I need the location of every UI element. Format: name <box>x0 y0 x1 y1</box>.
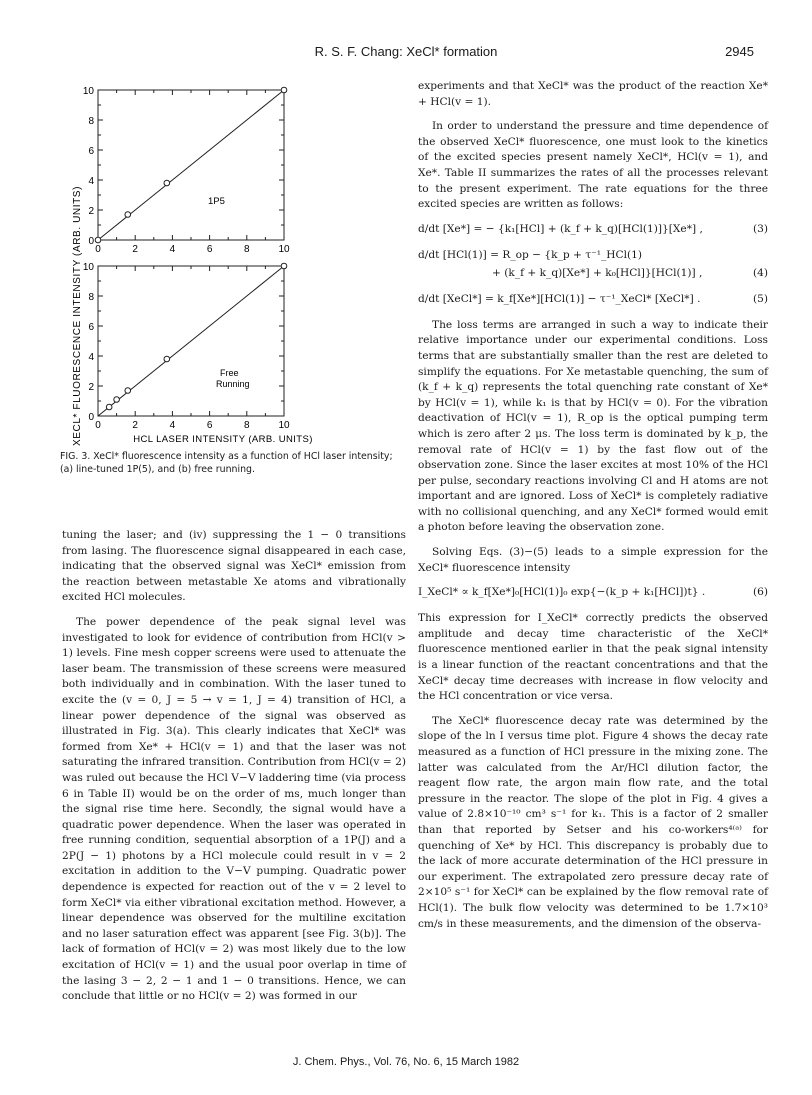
data-point <box>281 263 287 269</box>
equation-5 <box>418 292 768 318</box>
paragraph: experiments and that XeCl* was the product of the reaction Xe* + HCl(v = 1). <box>418 80 768 108</box>
y-tick-label: 6 <box>88 146 94 157</box>
x-tick-label: 2 <box>132 244 138 255</box>
data-point <box>95 237 101 243</box>
data-point <box>164 356 170 362</box>
x-tick-label: 10 <box>278 420 290 431</box>
x-tick-label: 8 <box>244 420 250 431</box>
fit-line <box>98 90 284 240</box>
page-number: 2945 <box>725 44 754 59</box>
y-tick-label: 8 <box>88 116 94 127</box>
data-point <box>106 404 112 410</box>
data-point <box>125 388 131 394</box>
equation-6 <box>418 585 768 611</box>
fit-line <box>98 266 284 416</box>
data-point <box>125 212 131 218</box>
y-tick-label: 10 <box>82 86 94 97</box>
journal-footer: J. Chem. Phys., Vol. 76, No. 6, 15 March 1982 <box>292 1056 520 1068</box>
figure-ylabel: XECL* FLUORESCENCE INTENSITY (ARB. UNITS) <box>72 185 83 447</box>
figure-caption: FIG. 3. XeCl* fluorescence intensity as a function of HCl laser intensity; (a) line-tuned 1P(5), and (b) free running. <box>60 451 393 475</box>
paragraph: The XeCl* fluorescence decay rate was determined by the slope of the ln I versus time plot. Figure 4 shows the decay rate measured as a function of HCl pressure in the mixing zone. The latter was calculated from the Ar/HCl dilution factor, the reagent flow rate, the argon main flow rate, and the total pressure in the reactor. The slope of the plot in Fig. 4 gives a value of 2.8×10⁻¹⁰ cm³ s⁻¹ for k₁. This is a factor of 2 smaller than that reported by Setser and his co-workers⁴⁽ᵃ⁾ for quenching of Xe* by HCl. This discrepancy is probably due to the lack of more accurate determination of the HCl pressure in our experiment. The extrapolated zero pressure decay rate of 2×10⁵ s⁻¹ for XeCl* can be explained by the flow removal rate of HCl(1). The bulk flow velocity was determined to be 1.7×10³ cm/s in these measurements, and the dimension of the observa- <box>418 714 768 930</box>
left-column <box>62 528 406 1014</box>
figure-3 <box>58 76 408 496</box>
y-tick-label: 4 <box>88 176 94 187</box>
data-point <box>114 397 120 403</box>
y-tick-label: 0 <box>88 412 94 423</box>
figure-3-svg <box>58 76 408 496</box>
y-tick-label: 4 <box>88 352 94 363</box>
paragraph: The loss terms are arranged in such a way to indicate their relative importance under our experimental conditions. Loss terms that are substantially smaller than the rest are deleted to simplify the equations. For Xe metastable quenching, the sum of (k_f + k_q) represents the total quenching rate constant of Xe* by HCl(v = 1), while k₁ is that by HCl(v = 0). For the vibration deactivation of HCl(v = 1), R_op is the optical pumping term which is zero after 2 μs. The loss term is dominated by k_p, the removal rate of HCl(v = 1) by the fast flow out of the observation zone. Since the laser excites at most 10% of the HCl per pulse, secondary reactions involving Cl and H atoms are not important and are ignored. Loss of XeCl* is completely radiative with no collisional quenching, and any XeCl* formed would emit a photon before leaving the observation zone. <box>418 318 768 534</box>
x-tick-label: 2 <box>132 420 138 431</box>
x-tick-label: 0 <box>95 244 101 255</box>
y-tick-label: 6 <box>88 322 94 333</box>
equation-text: I_XeCl* ∝ k_f[Xe*]₀[HCl(1)]₀ exp{−(k_p + k₁[HCl])t} . <box>418 586 706 599</box>
y-tick-label: 10 <box>82 262 94 273</box>
x-tick-label: 4 <box>169 420 176 431</box>
paragraph: This expression for I_XeCl* correctly predicts the observed amplitude and decay time characteristic of the XeCl* fluorescence mentioned earlier in that the peak signal intensity is a linear function of the reactant concentrations and that the XeCl* decay time decreases with increase in flow velocity and the HCl concentration or vice versa. <box>418 612 768 703</box>
paragraph: Solving Eqs. (3)−(5) leads to a simple expression for the XeCl* fluorescence intensity <box>418 546 768 574</box>
equation-text: + (k_f + k_q)[Xe*] + k₀[HCl]}[HCl(1)] , <box>492 266 703 279</box>
y-tick-label: 8 <box>88 292 94 303</box>
equation-text: d/dt [HCl(1)] = R_op − {k_p + τ⁻¹_HCl(1) <box>418 248 642 261</box>
figure-xlabel: HCL LASER INTENSITY (ARB. UNITS) <box>133 434 313 445</box>
panel-annotation: Running <box>216 379 250 389</box>
equation-4-line-2 <box>418 266 768 292</box>
equation-number: (5) <box>752 292 768 305</box>
paragraph: In order to understand the pressure and time dependence of the observed XeCl* fluorescence, one must look to the kinetics of the excited species present namely XeCl*, HCl(v = 1), and Xe*. Table II summarizes the rates of all the processes relevant to the present experiment. The rate equations for the three excited species are written as follows: <box>418 120 768 211</box>
equation-text: d/dt [Xe*] = − {k₁[HCl] + (k_f + k_q)[HCl(1)]}[Xe*] , <box>418 222 703 235</box>
equation-number: (3) <box>752 222 768 235</box>
panel-a <box>83 86 290 255</box>
panel-annotation: 1P5 <box>208 196 225 207</box>
equation-3 <box>418 222 768 248</box>
x-tick-label: 6 <box>206 420 213 431</box>
equation-number: (6) <box>752 586 768 599</box>
running-title: R. S. F. Chang: XeCl* formation <box>314 44 498 59</box>
y-tick-label: 0 <box>88 236 94 247</box>
paragraph: The power dependence of the peak signal level was investigated to look for evidence of contribution from HCl(v > 1) levels. Fine mesh copper screens were used to attenuate the laser beam. The transmission of these screens were measured both individually and in combination. With the laser tuned to excite the (v = 0, J = 5 → v = 1, J = 4) transition of HCl, a linear power dependence of the signal was observed as illustrated in Fig. 3(a). This clearly indicates that XeCl* was formed from Xe* + HCl(v = 1) and that the laser was not saturating the infrared transition. Contribution from HCl(v = 2) was ruled out because the HCl V−V laddering time (via process 6 in Table II) would be on the order of ms, much longer than the signal rise time here. Secondly, the signal would have a quadratic power dependence. When the laser was operated in free running condition, sequential absorption of a 1P(J) and a 2P(J − 1) photons by a HCl molecule could result in v = 2 excitation in addition to the V−V pumping. Quadratic power dependence is expected for reaction out of the v = 2 level to form XeCl* via either vibrational excitation method. However, a linear dependence was observed for the multiline excitation and no laser saturation effect was apparent [see Fig. 3(b)]. The lack of formation of HCl(v = 2) was most likely due to the low excitation of HCl(v = 1) and the usual poor overlap in time of the lasing 3 − 2, 2 − 1 and 1 − 0 transitions. Hence, we can conclude that little or no HCl(v = 2) was formed in our <box>62 615 406 1003</box>
x-tick-label: 10 <box>278 244 290 255</box>
x-tick-label: 4 <box>169 244 176 255</box>
panel-b <box>83 262 290 431</box>
x-tick-label: 6 <box>206 244 213 255</box>
right-column <box>418 79 768 941</box>
panel-annotation: Free <box>220 368 239 378</box>
y-tick-label: 2 <box>88 382 94 393</box>
y-tick-label: 2 <box>88 206 94 217</box>
equation-number: (4) <box>752 266 768 279</box>
data-point <box>164 180 170 186</box>
data-point <box>281 87 287 93</box>
x-tick-label: 8 <box>244 244 250 255</box>
x-tick-label: 0 <box>95 420 101 431</box>
equation-text: d/dt [XeCl*] = k_f[Xe*][HCl(1)] − τ⁻¹_XeCl* [XeCl*] . <box>418 292 701 305</box>
paragraph: tuning the laser; and (iv) suppressing the 1 − 0 transitions from lasing. The fluorescence signal disappeared in each case, indicating that the observed signal was XeCl* emission from the reaction between metastable Xe atoms and vibrationally excited HCl molecules. <box>62 529 406 604</box>
equation-4-line-1 <box>418 248 768 266</box>
